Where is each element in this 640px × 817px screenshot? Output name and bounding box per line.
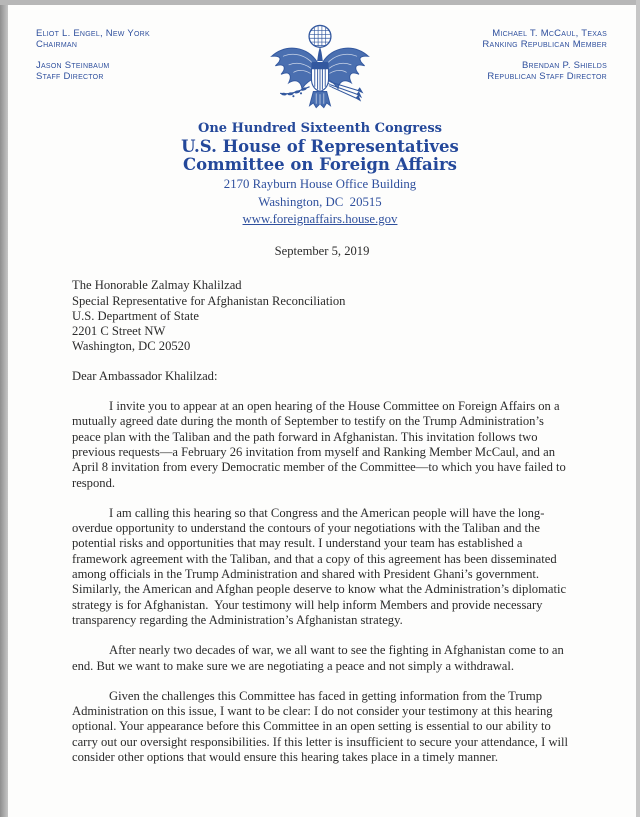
committee-line: Committee on Foreign Affairs — [183, 155, 457, 174]
letter-body — [72, 244, 572, 765]
salutation: Dear Ambassador Khalilzad: — [72, 368, 218, 383]
recipient-name: The Honorable Zalmay Khalilzad — [72, 278, 242, 293]
chamber-line: U.S. House of Representatives — [181, 137, 459, 156]
recipient-street: 2201 C Street NW — [72, 324, 166, 339]
recipient-title: Special Representative for Afghanistan Reconciliation — [72, 293, 346, 308]
body-paragraph-2: I am calling this hearing so that Congress and the American people will have the long-overdue opportunity to understand the contours of your negotiations with the Taliban and the potential risks and opportunities that may result. I understand your team has established a framework agreement with the Taliban, and that a copy of this agreement has been disseminated among officials in the Trump Administration and shared with President Ghani’s government. Similarly, the American and Afghan people deserve to know what the Administration’s diplomatic strategy is for Afghanistan. Your testimony will help inform Members and provide necessary transparency regarding the Administration’s Afghanistan strategy. — [72, 505, 567, 627]
republican-staff-director-name: Brendan P. Shields — [521, 60, 607, 71]
staff-director-name: Jason Steinbaum — [36, 60, 110, 71]
ranking-member-name: Michael T. McCaul, Texas — [492, 28, 607, 39]
committee-website-row — [0, 210, 640, 228]
recipient-city-zip: Washington, DC 20520 — [72, 339, 191, 354]
republican-staff-director-title: Republican Staff Director — [487, 70, 607, 82]
chairman-block — [36, 29, 150, 82]
body-paragraph-3: After nearly two decades of war, we all want to see the fighting in Afghanistan come to an end. But we want to make sure we are negotiating a peace and not simply a withdrawal. — [72, 643, 564, 673]
committee-website-link[interactable]: www.foreignaffairs.house.gov — [242, 211, 398, 226]
ranking-member-block — [482, 29, 607, 82]
date-line: September 5, 2019 — [274, 244, 370, 258]
committee-address-line1: 2170 Rayburn House Office Building — [223, 177, 417, 191]
great-seal-icon — [258, 24, 382, 124]
congress-line: One Hundred Sixteenth Congress — [198, 121, 442, 136]
staff-director-title: Staff Director — [36, 70, 104, 82]
committee-address-line2: Washington, DC 20515 — [258, 194, 382, 209]
recipient-agency: U.S. Department of State — [72, 308, 199, 323]
chairman-title: Chairman — [36, 38, 78, 50]
body-paragraph-4: Given the challenges this Committee has faced in getting information from the Trump Administration on this issue, I want to be clear: I do not consider your testimony at this hearing optional. Your appearance before this Committee in an open setting is essential to our ability to carry out our oversight responsibilities. If this letter is insufficient to secure your attendance, I will consider other options that would ensure this hearing takes place in a timely manner. — [72, 688, 569, 765]
masthead — [0, 121, 640, 228]
scan-edge-top — [0, 0, 640, 5]
recipient-address-block — [72, 278, 572, 354]
ranking-member-title: Ranking Republican Member — [482, 38, 607, 50]
body-paragraph-1: I invite you to appear at an open hearing of the House Committee on Foreign Affairs on a mutually agreed date during the month of September to testify on the Trump Administration’s peace plan with the Taliban and the path forward in Afghanistan. This invitation follows two previous requests—a February 26 invitation from myself and Ranking Member McCaul, and an April 8 invitation from every Democratic member of the Committee—to which you have failed to respond. — [72, 399, 566, 490]
chairman-name: Eliot L. Engel, New York — [36, 28, 150, 39]
